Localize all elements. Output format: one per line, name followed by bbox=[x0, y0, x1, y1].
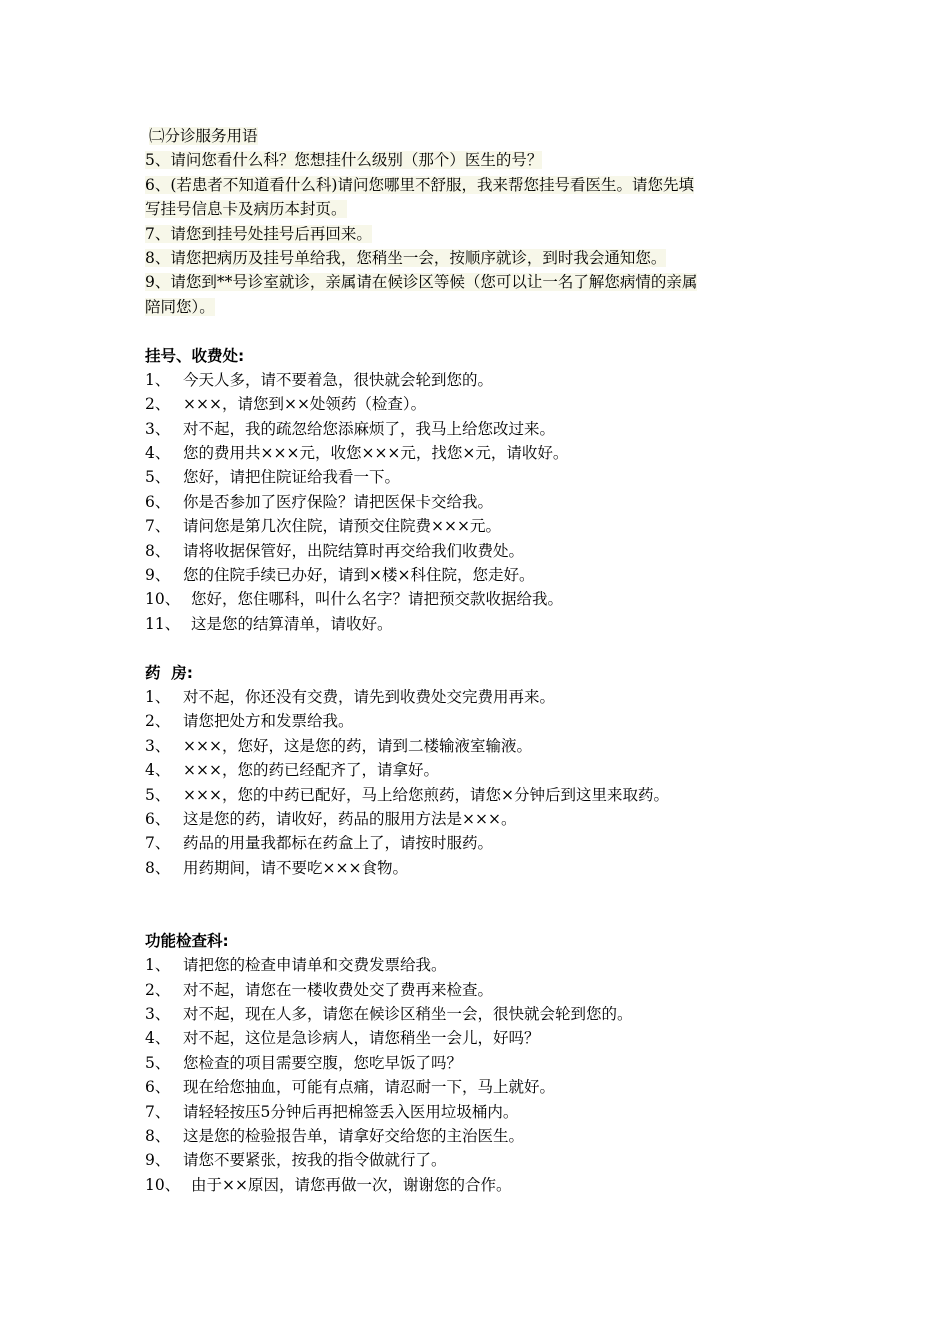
list-item: 8、 这是您的检验报告单，请拿好交给您的主治医生。 bbox=[145, 1127, 525, 1146]
list-item: 6、 现在给您抽血，可能有点痛，请忍耐一下，马上就好。 bbox=[145, 1078, 556, 1097]
list-item: 5、 您好，请把住院证给我看一下。 bbox=[145, 468, 401, 487]
list-item: 10、 由于××原因，请您再做一次，谢谢您的合作。 bbox=[145, 1175, 512, 1194]
spacer bbox=[145, 636, 815, 660]
list-item: 2、 请您把处方和发票给我。 bbox=[145, 712, 354, 731]
spacer bbox=[145, 880, 815, 929]
list-item: 3、 对不起，现在人多，请您在候诊区稍坐一会，很快就会轮到您的。 bbox=[145, 1005, 633, 1024]
section-heading-registration: 挂号、收费处: bbox=[145, 346, 245, 365]
list-item: 7、请您到挂号处挂号后再回来。 bbox=[145, 224, 372, 243]
list-item: 3、 ×××，您好，这是您的药，请到二楼输液室输液。 bbox=[145, 736, 532, 755]
list-item: 写挂号信息卡及病历本封页。 bbox=[145, 200, 347, 219]
list-item: 8、请您把病历及挂号单给我，您稍坐一会，按顺序就诊，到时我会通知您。 bbox=[145, 248, 667, 267]
list-item: 10、 您好，您住哪科，叫什么名字？请把预交款收据给我。 bbox=[145, 590, 564, 609]
list-item: 3、 对不起，我的疏忽给您添麻烦了，我马上给您改过来。 bbox=[145, 419, 556, 438]
list-item: 1、 请把您的检查申请单和交费发票给我。 bbox=[145, 956, 447, 975]
list-item: 7、 药品的用量我都标在药盒上了，请按时服药。 bbox=[145, 834, 494, 853]
list-item: 8、 用药期间，请不要吃×××食物。 bbox=[145, 858, 408, 877]
list-item: 7、 请问您是第几次住院，请预交住院费×××元。 bbox=[145, 517, 501, 536]
section-heading-pharmacy: 药 房: bbox=[145, 663, 193, 682]
list-item: 7、 请轻轻按压5分钟后再把棉签丢入医用垃圾桶内。 bbox=[145, 1102, 519, 1121]
section-heading-exam: 功能检查科: bbox=[145, 931, 229, 950]
list-item: 8、 请将收据保管好，出院结算时再交给我们收费处。 bbox=[145, 541, 525, 560]
spacer bbox=[145, 319, 815, 343]
list-item: 2、 对不起，请您在一楼收费处交了费再来检查。 bbox=[145, 980, 494, 999]
list-item: 陪同您）。 bbox=[145, 297, 215, 316]
list-item: 4、 对不起，这位是急诊病人，请您稍坐一会儿，好吗？ bbox=[145, 1029, 540, 1048]
section-title-triage: ㈡分诊服务用语 bbox=[149, 127, 258, 145]
list-item: 4、 您的费用共×××元，收您×××元，找您×元，请收好。 bbox=[145, 444, 569, 463]
list-item: 5、请问您看什么科？您想挂什么级别（那个）医生的号？ bbox=[145, 151, 543, 170]
list-item: 9、请您到**号诊室就诊，亲属请在候诊区等候（您可以让一名了解您病情的亲属 bbox=[145, 273, 698, 292]
list-item: 4、 ×××，您的药已经配齐了，请拿好。 bbox=[145, 761, 439, 780]
list-item: 6、(若患者不知道看什么科)请问您哪里不舒服，我来帮您挂号看医生。请您先填 bbox=[145, 175, 694, 194]
list-item: 6、 这是您的药，请收好，药品的服用方法是×××。 bbox=[145, 809, 517, 828]
list-item: 2、 ×××，请您到××处领药（检查）。 bbox=[145, 395, 427, 414]
list-item: 1、 今天人多，请不要着急，很快就会轮到您的。 bbox=[145, 370, 494, 389]
list-item: 11、 这是您的结算清单，请收好。 bbox=[145, 614, 393, 633]
list-item: 1、 对不起，你还没有交费，请先到收费处交完费用再来。 bbox=[145, 687, 556, 706]
list-item: 5、 ×××，您的中药已配好，马上给您煎药，请您×分钟后到这里来取药。 bbox=[145, 785, 669, 804]
list-item: 6、 你是否参加了医疗保险？请把医保卡交给我。 bbox=[145, 492, 494, 511]
list-item: 9、 您的住院手续已办好，请到×楼×科住院，您走好。 bbox=[145, 566, 535, 585]
document-page bbox=[145, 124, 815, 1197]
list-item: 5、 您检查的项目需要空腹，您吃早饭了吗？ bbox=[145, 1053, 463, 1072]
list-item: 9、 请您不要紧张，按我的指令做就行了。 bbox=[145, 1151, 447, 1170]
